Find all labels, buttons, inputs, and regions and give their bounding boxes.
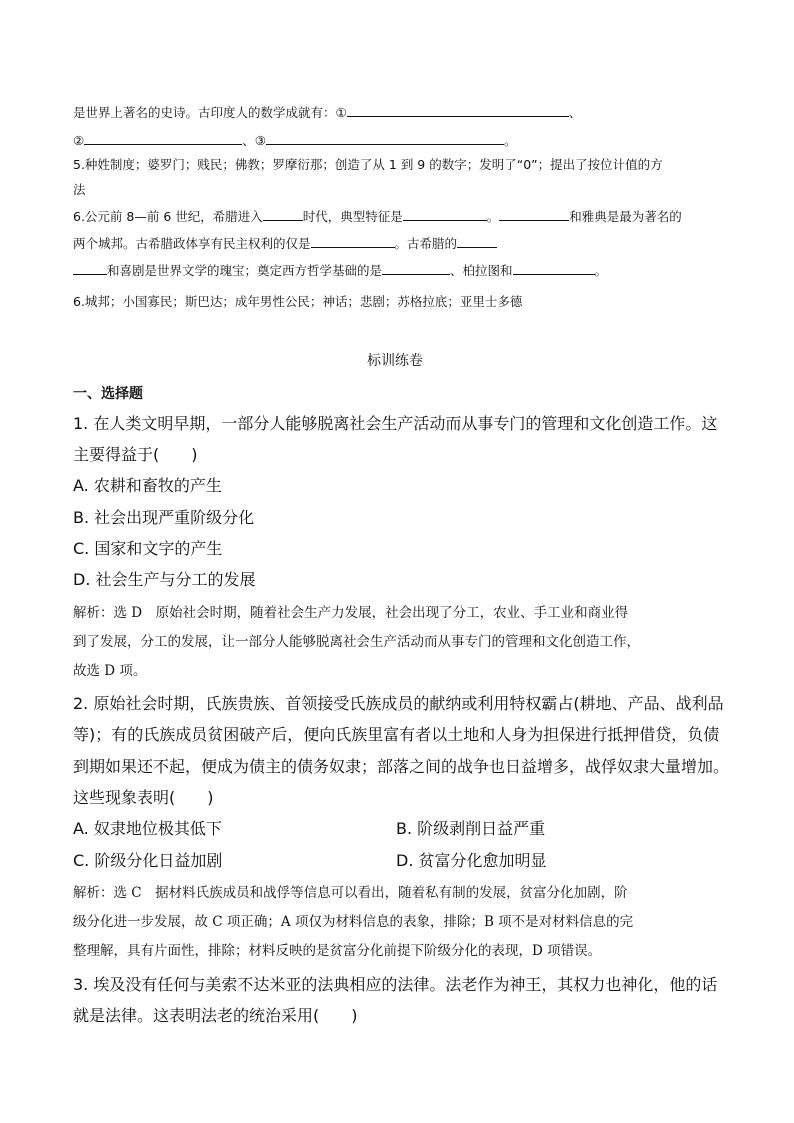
fill-blank [263,207,303,221]
question-6-line-3 [73,261,607,279]
question-1-option-d: D. 社会生产与分工的发展 [73,570,256,589]
part-heading: 一、选择题 [73,386,143,402]
q6-text-e: 。古希腊的 [394,236,458,251]
question-2-option-d: D. 贫富分化愈加明显 [396,851,547,870]
q6-text-c: 和雅典是最为著名的 [569,209,682,224]
question-3-stem-line-2: 就是法律。这表明法老的统治采用( ) [73,1006,358,1025]
question-1-option-a: A. 农耕和畜牧的产生 [73,476,222,495]
note-line-2 [73,131,516,149]
question-1-analysis-line-3: 故选 D 项。 [73,663,147,679]
answer-5-line-2: 法 [73,182,86,197]
fill-blank [499,207,569,221]
note-line-1 [73,103,581,121]
separator: 。 [486,209,500,224]
question-2-analysis-line-1: 解析：选 C 据材料氏族成员和战俘等信息可以看出，随着私有制的发展，贫富分化加剧，阶 [73,885,628,901]
note-text: 是世界上著名的史诗。古印度人的数学成就有： [73,105,336,120]
q6-text-d: 两个城邦。古希腊政体享有民主权利的仅是 [73,236,311,251]
question-2-stem-line-2: 等)；有的氏族成员贫困破产后，便向氏族里富有者以土地和人身为担保进行抵押借贷，负债 [73,725,720,744]
fill-blank [513,261,595,275]
question-1-option-b: B. 社会出现严重阶级分化 [73,508,255,527]
fill-blank-2 [84,131,242,145]
question-2-stem-line-1: 2. 原始社会时期，氏族贵族、首领接受氏族成员的献纳或利用特权霸占(耕地、产品、战利品 [73,694,724,713]
question-1-stem-line-1: 1. 在人类文明早期，一部分人能够脱离社会生产活动而从事专门的管理和文化创造工作。这 [73,414,718,433]
question-2-option-c: C. 阶级分化日益加剧 [73,851,223,870]
fill-blank-3 [266,131,504,145]
fill-blank [311,234,395,248]
circled-2: ② [73,133,85,148]
fill-blank-1 [347,103,569,117]
answer-6: 6.城邦；小国寡民；斯巴达；成年男性公民；神话；悲剧；苏格拉底；亚里士多德 [73,294,523,309]
question-1-option-c: C. 国家和文字的产生 [73,539,223,558]
q6-text-f: 和喜剧是世界文学的瑰宝；奠定西方哲学基础的是 [107,263,383,278]
circled-1: ① [335,105,347,120]
question-2-stem-line-4: 这些现象表明( ) [73,788,214,807]
question-3-stem-line-1: 3. 埃及没有任何与美索不达米亚的法典相应的法律。法老作为神王，其权力也神化，他的话 [73,975,718,994]
q6-text-g: 、柏拉图和 [450,263,513,278]
answer-5-line-1: 5.种姓制度；婆罗门；贱民；佛教；罗摩衍那；创造了从 1 到 9 的数字；发明了“0”；提出了按位计值的方 [73,157,663,172]
section-title: 标训练卷 [367,353,423,369]
fill-blank [382,261,450,275]
q6-text-b: 时代，典型特征是 [302,209,403,224]
question-6-line-1 [73,207,682,225]
separator: 。 [503,133,517,148]
separator: 。 [594,263,608,278]
q6-text-a: 6.公元前 8—前 6 世纪，希腊进入 [73,209,263,224]
separator: 、 [242,133,255,148]
question-1-stem-line-2: 主要得益于( ) [73,445,198,464]
fill-blank [73,261,107,275]
question-2-option-a: A. 奴隶地位极其低下 [73,819,222,838]
circled-3: ③ [254,133,266,148]
separator: 、 [568,105,582,120]
question-2-stem-line-3: 到期如果还不起，便成为债主的债务奴隶；部落之间的战争也日益增多，战俘奴隶大量增加。 [73,757,730,776]
question-1-analysis-line-2: 到了发展，分工的发展，让一部分人能够脱离社会生产活动而从事专门的管理和文化创造工作， [73,634,640,650]
fill-blank [403,207,487,221]
fill-blank [457,234,497,248]
question-2-analysis-line-2: 级分化进一步发展，故 C 项正确；A 项仅为材料信息的表象，排除；B 项不是对材料信息的完 [73,914,634,930]
question-2-analysis-line-3: 整理解，具有片面性，排除；材料反映的是贫富分化前提下阶级分化的表现，D 项错误。 [73,943,602,959]
question-6-line-2 [73,234,497,252]
question-1-analysis-line-1: 解析：选 D 原始社会时期，随着社会生产力发展，社会出现了分工，农业、手工业和商业得 [73,605,629,621]
question-2-option-b: B. 阶级剥削日益严重 [396,819,546,838]
